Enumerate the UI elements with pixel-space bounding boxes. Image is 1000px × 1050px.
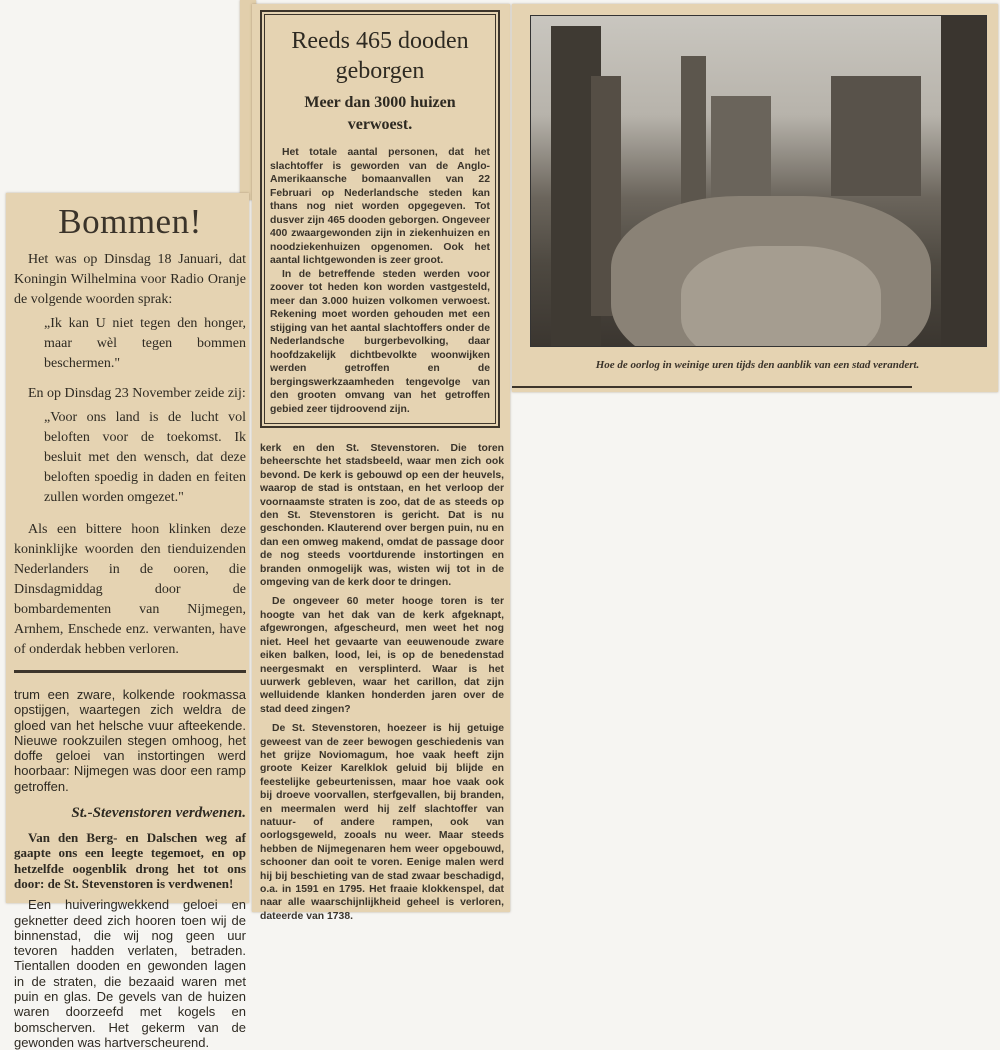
paragraph: Een huiveringwekkend geloei en geknetter deed zich hooren toen wij de binnenstad, die wij nog geen uur tevoren hadden verlaten, betraden. Tientallen dooden en gewonden lagen in de straten, die bezaaid waren met puin en glas. De gevels van de huizen waren doorzeefd met kogels en bomscherven. Het gekerm van de gewonden was hartverscheurend.	[14, 897, 246, 1050]
ruined-city-photo	[530, 15, 987, 347]
paragraph: In de betreffende steden werden voor zoover tot heden kon worden vastgesteld, meer dan 3.000 huizen volkomen verwoest. Rekening moet worden gehouden met een stijging van het aantal slachtoffers onder de Nederlandsche burgerbevolking, daar hoofdzakelijk dichtbevolkte woonwijken werden getroffen en de bergingswerkzaamheden tengevolge van den grooten omvang van het getroffen gebied zeer tijdroovend zijn.	[270, 268, 490, 415]
paragraph: De ongeveer 60 meter hooge toren is ter hoogte van het dak van de kerk afgeknapt, afgewrongen, afgescheurd, men weet het nog niet. Heel het gevaarte van eeuwenoude zware eiken balken, lood, lei, is op de benedenstad neergesmakt en versplinterd. Waar is het uurwerk gebleven, waar het carillon, dat zijn welluidende klanken honderden jaren over de stad deed zingen?	[260, 596, 504, 715]
middle-continuation	[260, 442, 504, 923]
paragraph: Als een bittere hoon klinken deze koninklijke woorden den tienduizenden Nederlanders in de ooren, die Dinsdagmiddag door de bombardementen van Nijmegen, Arnhem, Enschede enz. verwanten, have of onderdak hebben verloren.	[14, 522, 246, 657]
quote: „Voor ons land is de lucht vol beloften voor de toekomst. Ik besluit met den wensch, dat deze beloften spoedig in daden en feiten zullen worden omgezet."	[44, 410, 246, 505]
left-article-body	[14, 250, 246, 660]
paragraph: De St. Stevenstoren, hoezeer is hij getuige geweest van de zeer bewogen geschiedenis van het grijze Noviomagum, hoe vaak heeft zijn groote Keizer Karelklok geluid bij blijde en feestelijke gebeurtenissen, maar hoe vaak ook bij droeve voorvallen, sterfgevallen, bij branden, en meermalen werd hij zelf slachtoffer van natuur- of andere rampen, ook van oorlogsgeweld, zooals nu weer. Maar steeds hebben de Nijmegenaren hem weer opgebouwd, schooner dan ooit te voren. Eenige malen werd hij bij beschieting van de stad zwaar beschadigd, o.a. in 1591 en 1795. Het fraaie klokkenspel, dat naar alle waarschijnlijkheid geheel is verloren, dateerde van 1738.	[260, 723, 504, 922]
subheading: St.-Stevenstoren verdwenen.	[71, 805, 246, 822]
left-article	[14, 200, 246, 1050]
paragraph: Het totale aantal personen, dat het slachtoffer is geworden van de Anglo-Amerikaansche bomaanvallen van 22 Februari op Nederlandsche steden kan thans nog niet worden opgegeven. Tot dusver zijn 465 dooden geborgen. Ongeveer 400 zwaargewonden zijn in ziekenhuizen en noodziekenhuizen opgenomen. Ook het aantal lichtgewonden is zeer groot.	[270, 147, 490, 266]
paragraph: kerk en den St. Stevenstoren. Die toren beheerschte het stadsbeeld, waar men zich ook bevond. De kerk is gebouwd op een der heuvels, waarop de stad is ontstaan, en het verloop der voornaamste straten is zoo, dat de as steeds op den St. Stevenstoren is gericht. Dat is nu geschonden. Klauterend over bergen puin, nu en dan een omweg makend, omdat de passage door de nog steeds voortdurende instortingen en branden onmogelijk was, wisten wij tot in de omgeving van de kerk door te dringen.	[260, 443, 504, 589]
middle-column	[260, 10, 504, 929]
divider	[512, 386, 912, 388]
paragraph: Van den Berg- en Dalschen weg af gaapte ons een leegte tegemoet, en op hetzelfde oogenblik drong het tot ons door: de St. Stevenstoren is verdwenen!	[14, 830, 246, 891]
paragraph: Het was op Dinsdag 18 Januari, dat Koningin Wilhelmina voor Radio Oranje de volgende woorden sprak:	[14, 252, 246, 307]
left-continuation	[14, 687, 246, 1050]
headline: Reeds 465 dooden geborgen	[291, 28, 469, 84]
article-title: Bommen!	[58, 202, 202, 241]
divider	[14, 670, 246, 673]
paragraph: trum een zware, kolkende rookmassa opstijgen, waartegen zich weldra de gloed van het helsche vuur afteekende. Nieuwe rookzuilen stegen omhoog, het doffe geloei van instortingen werd hoorbaar: Nijmegen was door een ramp getroffen.	[14, 687, 246, 794]
paragraph: En op Dinsdag 23 November zeide zij:	[28, 386, 246, 401]
photo-caption: Hoe de oorlog in weinige uren tijds den aanblik van een stad verandert.	[595, 359, 920, 371]
quote: „Ik kan U niet tegen den honger, maar wèl tegen bommen beschermen."	[44, 316, 246, 371]
subheadline: Meer dan 3000 huizen verwoest.	[304, 94, 456, 133]
boxed-article-frame	[260, 10, 500, 428]
boxed-article-body	[270, 146, 490, 416]
